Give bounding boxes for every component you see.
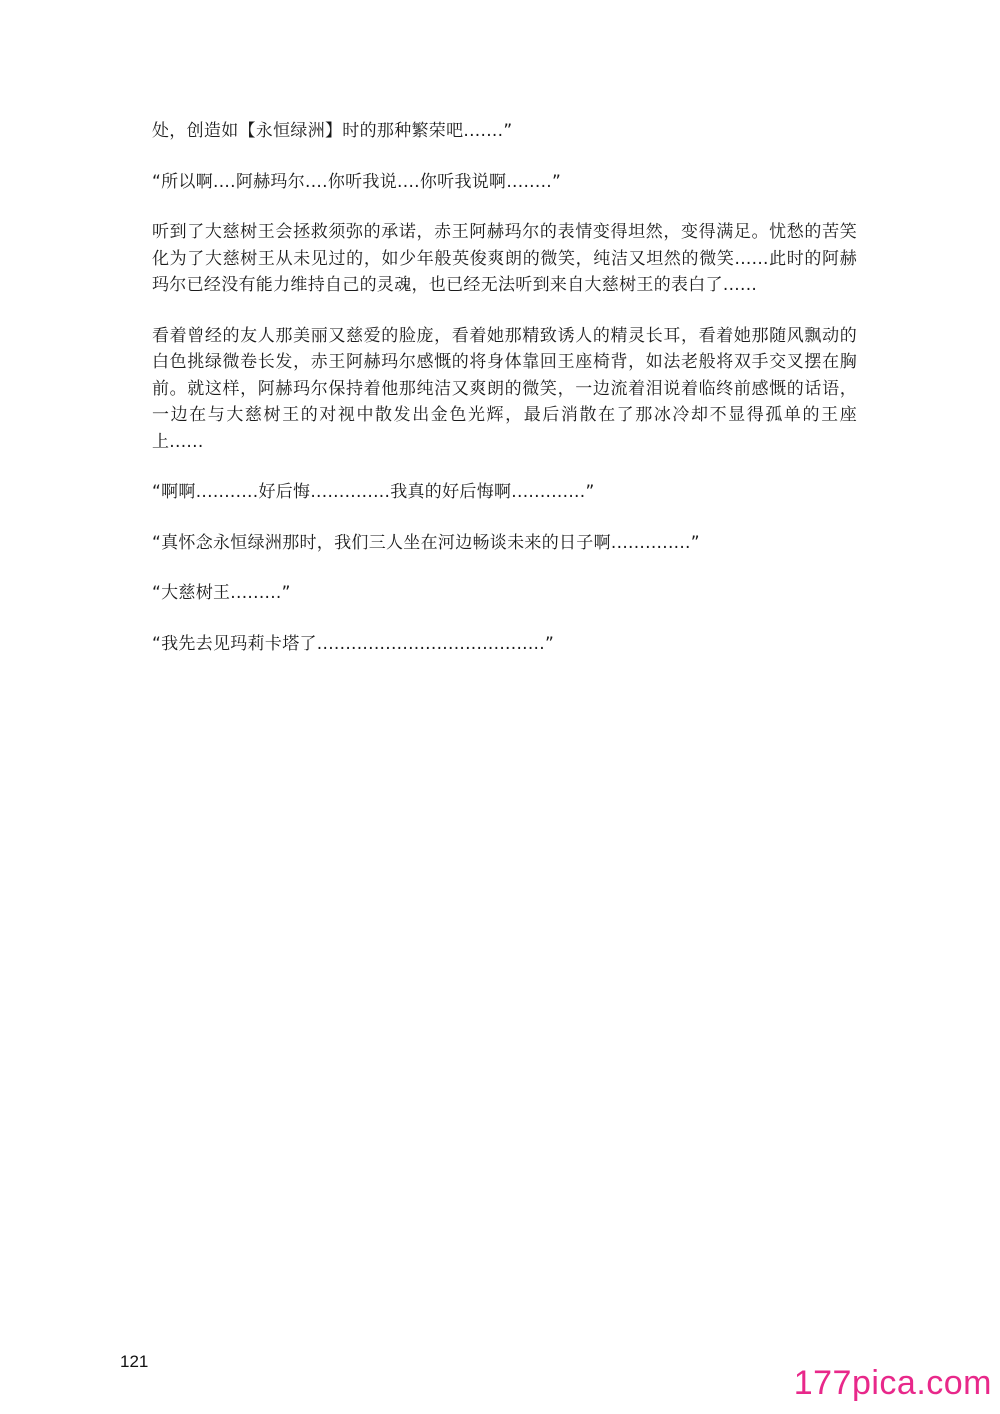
body-text (152, 118, 857, 681)
paragraph-6: “真怀念永恒绿洲那时，我们三人坐在河边畅谈未来的日子啊..............” (152, 532, 700, 553)
paragraph-4: 看着曾经的友人那美丽又慈爱的脸庞，看着她那精致诱人的精灵长耳，看着她那随风飘动的白色挑绿微卷长发，赤王阿赫玛尔感慨的将身体靠回王座椅背，如法老般将双手交叉摆在胸前。就这样，阿赫玛尔保持着他那纯洁又爽朗的微笑，一边流着泪说着临终前感慨的话语，一边在与大慈树王的对视中散发出金色光辉，最后消散在了那冰冷却不显得孤单的王座上...... (152, 325, 857, 452)
paragraph-1: 处，创造如【永恒绿洲】时的那种繁荣吧.......” (152, 121, 513, 141)
paragraph-5: “啊啊...........好后悔..............我真的好后悔啊.............” (152, 482, 595, 502)
paragraph-8: “我先去见玛莉卡塔了........................................” (152, 633, 555, 654)
paragraph-3: 听到了大慈树王会拯救须弥的承诺，赤王阿赫玛尔的表情变得坦然，变得满足。忧愁的苦笑化为了大慈树王从未见过的，如少年般英俊爽朗的微笑，纯洁又坦然的微笑......此时的阿赫玛尔已经没有能力维持自己的灵魂，也已经无法听到来自大慈树王的表白了...... (152, 222, 857, 295)
page-number: 121 (120, 1352, 149, 1371)
watermark: 177pica.com (793, 1364, 992, 1402)
paragraph-7: “大慈树王.........” (152, 583, 291, 603)
paragraph-2: “所以啊....阿赫玛尔....你听我说....你听我说啊........” (152, 171, 562, 192)
